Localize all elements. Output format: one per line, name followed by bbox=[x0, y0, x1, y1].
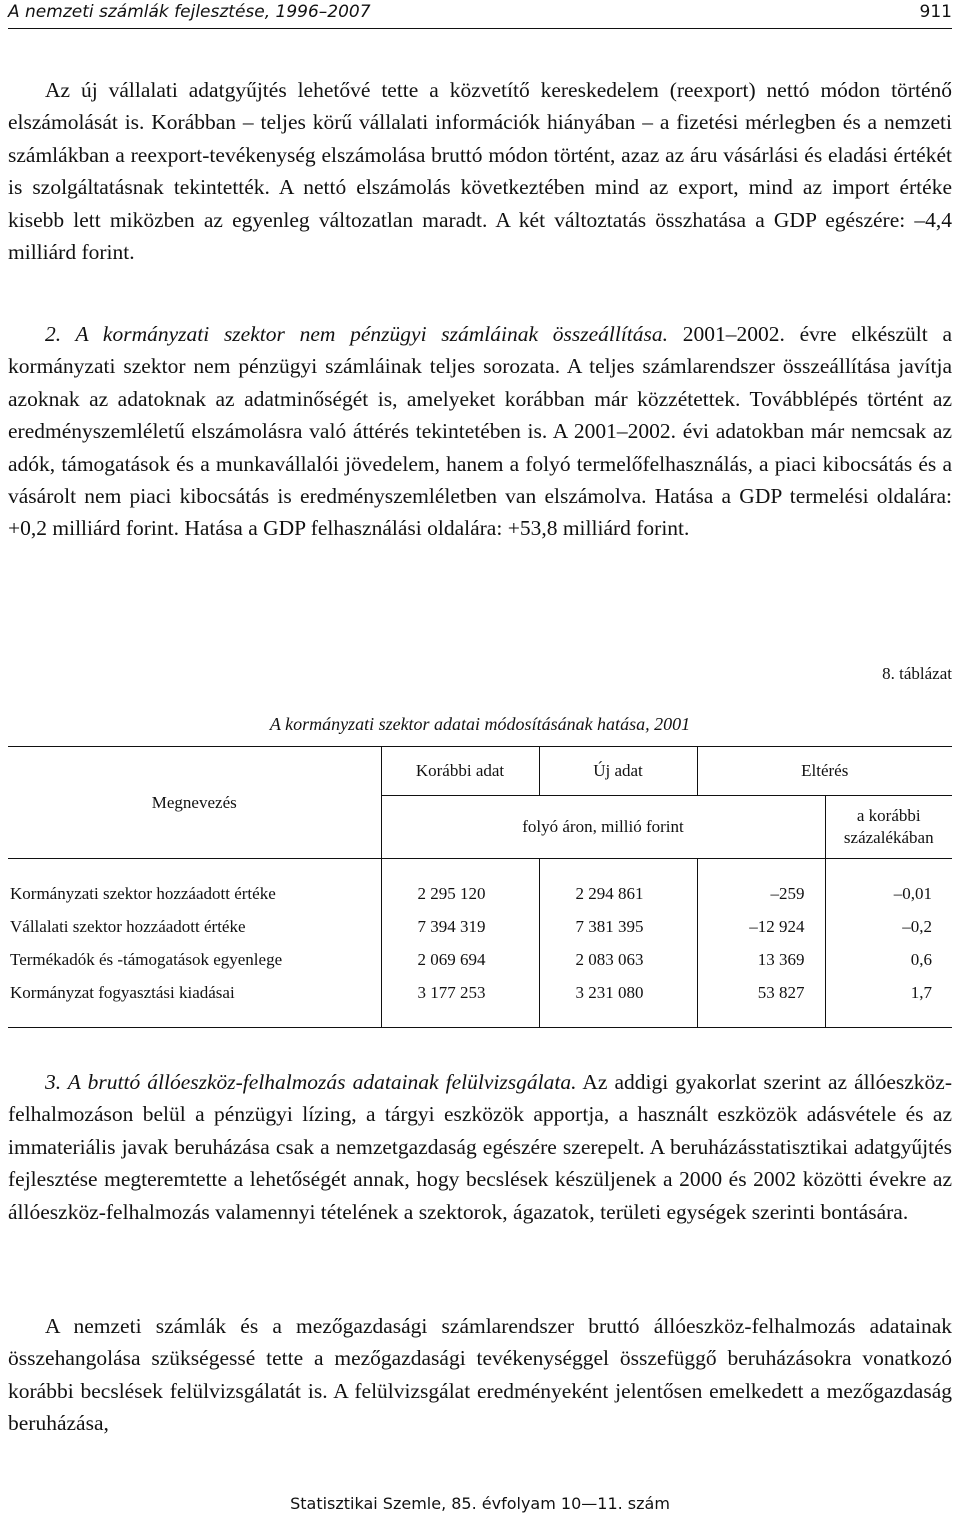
paragraph-fixed-capital bbox=[8, 1066, 952, 1228]
table-row bbox=[8, 943, 952, 976]
header-pct: a korábbi százalékában bbox=[825, 796, 952, 859]
header-unit: folyó áron, millió forint bbox=[381, 796, 825, 859]
table-row bbox=[8, 859, 952, 911]
header-diff: Eltérés bbox=[697, 747, 952, 796]
cell-new: 3 231 080 bbox=[539, 976, 697, 1028]
cell-new: 2 083 063 bbox=[539, 943, 697, 976]
cell-new: 7 381 395 bbox=[539, 910, 697, 943]
paragraph-government-sector bbox=[8, 318, 952, 545]
footer-journal: Statisztikai Szemle, 85. évfolyam 10—11. szám bbox=[290, 1494, 670, 1513]
cell-diff: 13 369 bbox=[697, 943, 825, 976]
cell-pct: 1,7 bbox=[825, 976, 952, 1028]
cell-diff: –259 bbox=[697, 859, 825, 911]
cell-diff: –12 924 bbox=[697, 910, 825, 943]
header-new: Új adat bbox=[539, 747, 697, 796]
page-number: 911 bbox=[919, 2, 952, 22]
section-heading-3: 3. A bruttó állóeszköz-felhalmozás adatainak felülvizsgálata. bbox=[45, 1070, 577, 1094]
cell-prev: 2 069 694 bbox=[381, 943, 539, 976]
cell-pct: 0,6 bbox=[910, 949, 932, 969]
cell-diff: 53 827 bbox=[697, 976, 825, 1028]
header-name: Megnevezés bbox=[8, 747, 381, 859]
row-label: Kormányzati szektor hozzáadott értéke bbox=[8, 859, 381, 911]
paragraph-fixed-capital-text: Az addigi gyakorlat szerint az állóeszköz-felhalmozáson belül a pénzügyi lízing, a tárgyi eszközök apportja, a használt eszközök adásvétele és az immateriális javak beruházása csak a nemzetgazdaság egészére szerepelt. A beruházásstatisztikai adatgyűjtés fejlesztése megteremtette a lehetőségét annak, hogy becslések készüljenek a 2000 és 2002 közötti évekre az állóeszköz-felhalmozás valamennyi tételének a szektorok, ágazatok, területi egységek szerinti bontására. bbox=[8, 1070, 952, 1224]
table-number: 8. táblázat bbox=[882, 664, 952, 683]
running-title: A nemzeti számlák fejlesztése, 1996–2007 bbox=[8, 2, 371, 22]
cell-pct: –0,2 bbox=[902, 916, 932, 936]
cell-prev: 2 295 120 bbox=[381, 859, 539, 911]
paragraph-reexport: Az új vállalati adatgyűjtés lehetővé tette a közvetítő kereskedelem (reexport) nettó módon történő elszámolását is. Korábban – teljes körű vállalati információk hiányában – a fizetési mérlegben és a nemzeti számlákban a reexport-tevékenység elszámolása bruttó módon történt, azaz az áru vásárlási és eladási értékét is szolgáltatásnak tekintették. A nettó elszámolás következtében mind az export, mind az import értéke kisebb lett miközben az egyenleg változatlan maradt. A két változtatás összhatása a GDP egészére: –4,4 milliárd forint. bbox=[8, 78, 952, 265]
data-table bbox=[8, 746, 952, 1028]
cell-prev: 7 394 319 bbox=[381, 910, 539, 943]
section-heading-2: 2. A kormányzati szektor nem pénzügyi számláinak összeállítása. bbox=[45, 322, 669, 346]
header-prev: Korábbi adat bbox=[381, 747, 539, 796]
table-row bbox=[8, 910, 952, 943]
running-header bbox=[8, 0, 952, 29]
table-caption: A kormányzati szektor adatai módosításának hatása, 2001 bbox=[269, 714, 691, 734]
paragraph-government-sector-text: 2001–2002. évre elkészült a kormányzati szektor nem pénzügyi számláinak teljes sorozata. A teljes számlarendszer összeállítása javítja azoknak az adatoknak az adatminőségét is, amelyeket korábban már közzétettek. Továbblépés történt az eredményszemléletű elszámolásra való áttérés tekintetében is. A 2001–2002. évi adatokban már nemcsak az adók, támogatások és a munkavállalói jövedelem, hanem a folyó termelőfelhasználás, a piaci kibocsátás és a vásárolt nem piaci kibocsátás is eredményszemléletben van elszámolva. Hatása a GDP termelési oldalára: +0,2 milliárd forint. Hatása a GDP felhasználási oldalára: +53,8 milliárd forint. bbox=[8, 322, 953, 541]
paragraph-agriculture: A nemzeti számlák és a mezőgazdasági számlarendszer bruttó állóeszköz-felhalmozás adatainak összehangolása szükségessé tette a mezőgazdasági tevékenységgel összefüggő beruházásokra vonatkozó korábbi becslések felülvizsgálatát is. A felülvizsgálat eredményeként jelentősen emelkedett a mezőgazdaság beruházása, bbox=[8, 1314, 952, 1436]
cell-prev: 3 177 253 bbox=[381, 976, 539, 1028]
table-row bbox=[8, 976, 952, 1028]
cell-pct: –0,01 bbox=[893, 883, 932, 903]
row-label: Kormányzat fogyasztási kiadásai bbox=[8, 976, 381, 1028]
cell-new: 2 294 861 bbox=[539, 859, 697, 911]
row-label: Termékadók és -támogatások egyenlege bbox=[8, 943, 381, 976]
row-label: Vállalati szektor hozzáadott értéke bbox=[8, 910, 381, 943]
